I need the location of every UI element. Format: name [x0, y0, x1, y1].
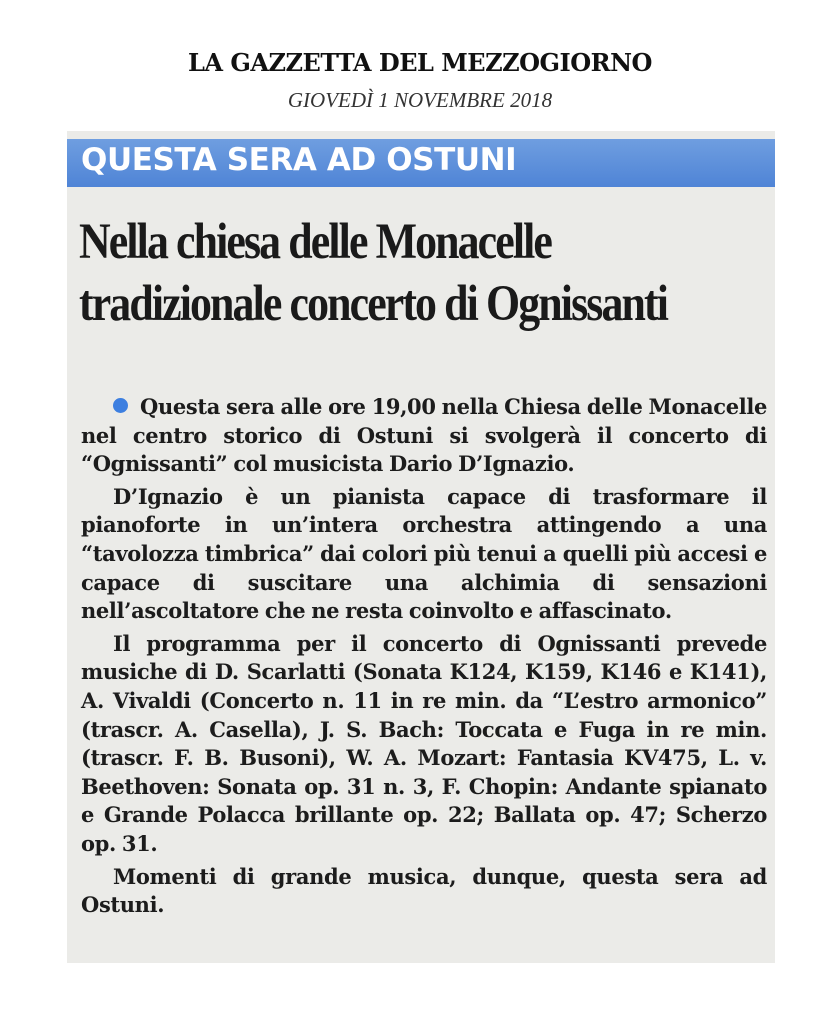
article-paragraph-2: D’Ignazio è un pianista capace di trasformare il pianoforte in un’intera orchestra attingendo a una “tavolozza timbrica” dai colori più tenui a quelli più accesi e capace di suscitare una alchimia di sensazioni nell’ascoltatore che ne resta coinvolto e affascinato. [81, 483, 767, 624]
paragraph-1-text: Questa sera alle ore 19,00 nella Chiesa delle Monacelle nel centro storico di Ostuni si svolgerà il concerto di “Ognissanti” col musicista Dario D’Ignazio. [81, 394, 767, 477]
kicker-band [67, 139, 775, 187]
bullet-icon [113, 398, 128, 413]
article-paragraph-4: Momenti di grande musica, dunque, questa sera ad Ostuni. [81, 863, 767, 918]
article-kicker: QUESTA SERA AD OSTUNI [81, 142, 517, 178]
article-paragraph-3: Il programma per il concerto di Ognissanti prevede musiche di D. Scarlatti (Sonata K124, K159, K146 e K141), A. Vivaldi (Concerto n. 11 in re min. da “L’estro armonico” (trascr. A. Casella), J. S. Bach: Toccata e Fuga in re min. (trascr. F. B. Busoni), W. A. Mozart: Fantasia KV475, L. v. Beethoven: Sonata op. 31 n. 3, F. Chopin: Andante spianato e Grande Polacca brillante op. 22; Ballata op. 47; Scherzo op. 31. [81, 630, 767, 856]
article-body [81, 393, 767, 924]
publication-date: GIOVEDÌ 1 NOVEMBRE 2018 [287, 88, 553, 112]
newspaper-masthead: LA GAZZETTA DEL MEZZOGIORNO [188, 48, 652, 77]
article-clipping [67, 131, 775, 963]
article-headline [79, 211, 672, 335]
headline-line-2: tradizionale concerto di Ognissanti [79, 276, 667, 332]
headline-line-1: Nella chiesa delle Monacelle [79, 214, 552, 270]
article-paragraph-1 [81, 393, 767, 479]
